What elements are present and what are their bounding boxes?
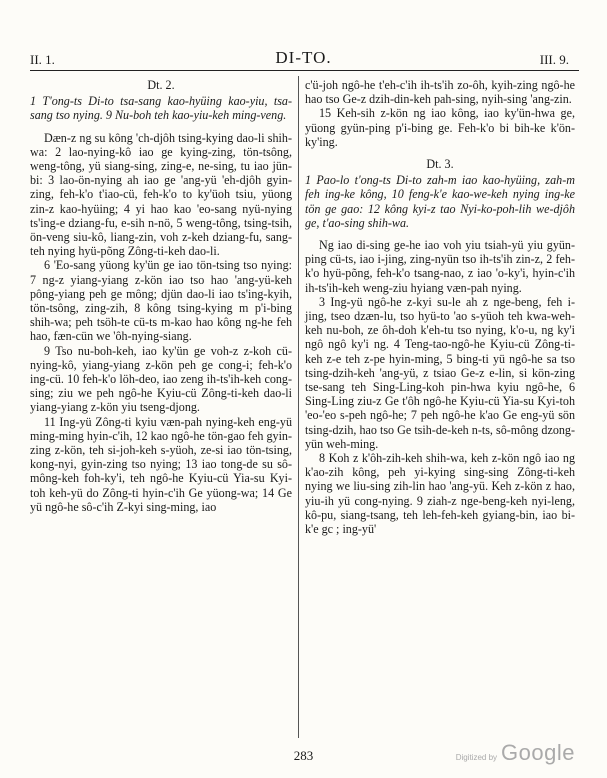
header-right-reference: III. 9. [539, 52, 569, 67]
paragraph: Dæn-z ng su kông 'ch-djôh tsing-kying dao-li shih-wa: 2 lao-nying-kô iao ge kying-zing, tön-tsông, weng-tông, yü siang-sing, zing-e, ne-sing, tu iao jün-bi: 3 lao-ön-nying ah iao ge 'ang-yü 'eh-djôh gyin-zing, feh-k'o t'iao-cü, feh-k'o to ky'üoh tsiu, yüong zin-z kao-hyüing; 4 yi hao kao 'eo-sang nyü-nying ts'ing-e dziang-fu, e-sih n-nö, 5 weng-tông, tsing-tsih, ön-veng siu-kô, liang-zin, voh z-keh dziang-fu, sang-teh nying hyü-põng Zông-ti-keh dao-li. [30, 130, 292, 259]
chapter-summary: 1 Pao-lo t'ong-ts Di-to zah-m iao kao-hyüing, zah-m feh ing-ke kông, 10 feng-k'e kao-we-keh nying ing-ke tön ge gao: 12 kông kyi-z tao Nyi-ko-poh-lih we-djôh ge, t'ao-sing shih-wa. [305, 173, 575, 230]
running-header [30, 48, 577, 72]
paragraph: 8 Koh z k'ôh-zih-keh shih-wa, keh z-kön ngô iao ng k'ao-zih kông, peh yi-kying sing-sing Zông-ti-keh nying we liu-sing zih-lin hao 'ang-yü. Keh z-kön z hao, yiu-ih yü cong-nying. 9 ziah-z nge-beng-keh nyi-leng, kô-pu, siang-tsang, teh leh-feh-keh gyiang-bin, iao bi-k'e gc ; ing-yü' [305, 451, 575, 537]
header-left-reference: II. 1. [30, 52, 55, 67]
column-divider [298, 76, 299, 738]
chapter-heading: Dt. 3. [426, 157, 454, 172]
digitized-prefix: Digitized by [455, 753, 498, 762]
paragraph: 3 Ing-yü ngô-he z-kyi su-le ah z nge-beng, feh i-jing, tseo dzæn-lu, tso hyü-to 'ao s-yüoh teh kwa-weh-keh nu-boh, ze ôh-doh k'eh-tu tso nying, k'o-u, ng ky'i ngô ngô ky'i ng. 4 Teng-tao-ngô-he Kyiu-cü Zông-ti-keh z-e teh z-pe hyin-ming, 5 bing-ti yü ngô-he sa tso tsing-dzih-keh 'ang-yü, z tsiao Ge-z e-lin, si kön-zing tse-sang teh Sing-Ling-koh pin-hwa kyiu ngô-he, 6 Sing-Ling ziu-z Ge t'ôh ngô-he Kyiu-cü Yia-su Kyi-toh 'eo-'eo s-peh ngô-he; 7 peh ngô-he k'ao Ge eng-yü sön tsing-dzih, hao tso Ge tsih-de-keh n-ts, sô-mông dzong-yün weh-ming. [305, 294, 575, 451]
page-number: 283 [293, 748, 314, 763]
google-logo: Google [501, 740, 575, 765]
left-column [30, 78, 292, 514]
paragraph: 6 'Eo-sang yüong ky'ün ge iao tön-tsing tso nying: 7 ng-z yiang-yiang z-kön iao tso hao 'ang-yü-keh pông-yiang peh ge mông; djün dao-li iao ts'ing-kyih, tön-tsông, zing-zih, 8 kông tsing-kying m p'i-bing shih-wa; peh tsöh-te cü-ts m-kao hao kông ng-he feh hao, fæn-cün we 'ôh-nying-siang. [30, 258, 292, 344]
paragraph: Ng iao di-sing ge-he iao voh yiu tsiah-yü yiu gyün-ping cü-ts, iao i-jing, zing-nyün tso ih-ts'ih zin-z, 2 feh-k'o hyü-põng, feh-k'o tsang-nao, z iao 'o-ky'i, hyin-c'ih ih-ts'ih-keh weng-ziu hyiang væn-pah nying. [305, 238, 575, 295]
chapter-summary: 1 T'ong-ts Di-to tsa-sang kao-hyüing kao-yiu, tsa-sang tso nying. 9 Nu-boh teh kao-yiu-keh ming-veng. [30, 94, 292, 123]
chapter-heading: Dt. 2. [147, 78, 175, 92]
paragraph: 9 Tso nu-boh-keh, iao ky'ün ge voh-z z-koh cü-nying-kô, yiang-yiang z-kön peh ge cong-i; feh-k'o ing-cü. 10 feh-k'o löh-deo, iao zeng ih-ts'ih-keh cong-sing; ziu we peh ngô-he Kyiu-cü Zông-ti-keh dao-li yiang-yiang z-kön yiu tseng-djong. [30, 343, 292, 415]
paragraph: 15 Keh-sih z-kön ng iao kông, iao ky'ün-hwa ge, yüong gyün-ping p'i-bing ge. Feh-k'o bi bih-ke k'ön-ky'ing. [305, 106, 575, 149]
header-rule [30, 70, 579, 71]
digitized-watermark [456, 740, 575, 766]
paragraph: c'ü-joh ngô-he t'eh-c'ih ih-ts'ih zo-ôh, kyih-zing ngô-he hao tso Ge-z dzih-din-keh pah-sing, nyih-sing 'ang-zin. [305, 78, 575, 107]
header-title: DI-TO. [275, 48, 332, 67]
paragraph: 11 Ing-yü Zông-ti kyiu væn-pah nying-keh eng-yü ming-ming hyin-c'ih, 12 kao ngô-he tön-gao feh gyin-zing z-kön, teh si-joh-keh s-yüoh, ze-si iao tön-tsing, kong-nyi, gyin-zing tso nying; 13 iao tong-de su sô-mông-keh foh-ky'i, teh ngô-he Kyiu-cü Yia-su Kyi-toh keh-yü do Zông-ti hyin-c'ih Ge yüong-wa; 14 Ge yü ngô-he sô-c'ih Z-kyi sing-ming, iao [30, 414, 292, 514]
right-column [305, 78, 575, 536]
